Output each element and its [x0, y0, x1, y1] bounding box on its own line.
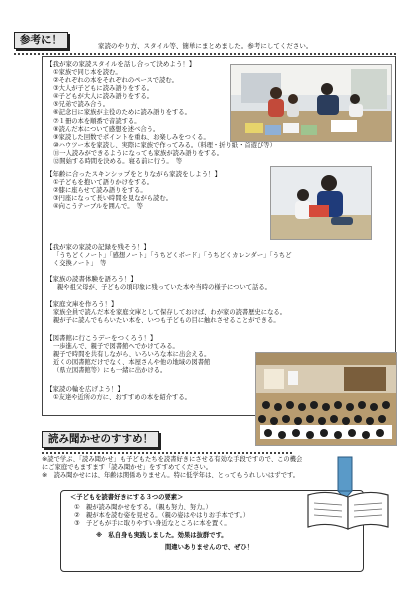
list-item: ⑩ハウツー本を家読し、実際に家族で作ってみる。（料理・折り紙・首遊び等）: [53, 141, 276, 149]
header-badge-label: 参考に！: [20, 34, 62, 46]
section-visit-title: 【図書館に行こうデーをつくろう！】: [46, 334, 157, 342]
list-item: ⑫開始する時間を決める。寝る前に行う。 等: [53, 158, 183, 166]
photo-school-hall: [255, 352, 397, 446]
list-item: ①家族で同じ本を読む。: [53, 69, 122, 76]
list-item: ① 親が読み聞かせをする。（親も努力、努力。）: [74, 504, 212, 511]
list-item: ⑧読んだ本について感想を述べ合う。: [53, 125, 160, 133]
three-elements-footer-2: 間違いありませんので、ぜひ！: [165, 544, 254, 551]
section-record-title: 【我が家の家読の記録を残そう！】: [46, 243, 150, 251]
section-record-list: [53, 252, 292, 268]
list-item: ③ 子どもが手に取りやすい身近なところに本を置く。: [74, 520, 231, 528]
section-experience-list: [57, 284, 271, 292]
section-library-list: [53, 309, 286, 325]
list-item: ⑥記念日に家族が主役のために読み語りをする。: [53, 109, 191, 117]
section-library-title: 【家庭文庫を作ろう！】: [46, 300, 118, 308]
list-item: 「うちどくノート」「感想ノート」「うちどくボード」「うちどくカレンダー」「うちど: [53, 252, 292, 259]
list-item: 家族全員で読んだ本を家庭文庫として保存しておけば、わが家の読書歴史になる。: [53, 309, 286, 316]
list-item: 一歩進んで、親子で図書館へでかけてみる。: [53, 343, 179, 350]
section-skinship-list: [53, 179, 172, 211]
list-item: ②膝に座らせて読み語りをする。: [53, 187, 147, 195]
reading-aloud-dotted-rule: [42, 452, 292, 454]
reading-aloud-badge: [42, 431, 159, 448]
section-skinship-title: 【年齢に合ったスキンシップをとりながら家読をしよう！】: [46, 170, 222, 178]
list-item: ⑪一人読みができるようになっても家族が読み語りをする。: [53, 149, 224, 157]
section-spread-list: [53, 394, 191, 402]
header-intro: 家読のやり方、スタイル等、簡単にまとめました。参考にしてください。: [98, 42, 313, 50]
three-elements-list: [74, 504, 249, 528]
section-visit-list: [53, 343, 210, 375]
header-dotted-rule: [14, 53, 396, 55]
section-spread-title: 【家読の輪を広げよう！】: [46, 385, 124, 393]
list-item: ⑤兄弟で読み合う。: [53, 101, 110, 109]
three-elements-title: ＜子どもを読書好きにする３つの要素＞: [70, 494, 184, 501]
reading-aloud-line: ※読で学ぶ、「読み聞かせ」も子どもたちを読書好きにさせる有効な手段ですので、この機会: [42, 456, 303, 463]
list-item: （県立図書館等）にも一緒に出かける。: [53, 367, 167, 375]
list-item: 親子で時間を共有しながら、いろいろな本に出会える。: [53, 351, 211, 359]
photo-family-reading: [230, 64, 392, 142]
list-item: 親や祖父母が、子どもの頃印象に残っていた本や当時の様子について話る。: [57, 284, 271, 291]
list-item: ②それぞれの本をそれぞれのペースで読む。: [53, 77, 178, 85]
list-item: ①子どもを抱いて語りかけをする。: [53, 179, 154, 186]
reading-aloud-body: [42, 456, 302, 480]
list-item: ⑦１冊の本を順番で音読する。: [53, 117, 141, 125]
section-experience-title: 【家族の読書体験を語ろう！】: [46, 275, 137, 283]
list-item: ② 親が本を読む姿を見せる。（親の姿はやはりお手本です。）: [74, 512, 250, 520]
list-item: ③円座になって長い時間を見ながら読む。: [53, 195, 172, 203]
photo-parent-child: [270, 166, 372, 240]
three-elements-footer-1: ※ 私自身も実践しました。効果は抜群です。: [96, 532, 228, 539]
list-item: ①友達や近所の方に、おすすめの本を紹介する。: [53, 394, 191, 401]
list-item: ④向こうテーブルを囲んで。 等: [53, 203, 143, 211]
list-item: く交換ノート」 等: [53, 260, 107, 268]
list-item: ④子どもが大人に読み語りをする。: [53, 93, 154, 101]
list-item: 近くの図書館だけでなく、本屋さんや他の地域の図書館: [53, 359, 211, 367]
reading-aloud-line: にご家庭でもますます「読み聞かせ」をすすめてください。: [42, 464, 213, 472]
section-style-title: 【我が家の家読スタイルを話し合って決めよう！】: [46, 60, 196, 68]
header-badge: [14, 32, 68, 49]
reading-aloud-line: ※ 読み聞かせには、年齢は関係ありません。特に低学年は、とってもうれしいはずです。: [42, 472, 300, 480]
list-item: ⑨家読した回数でポイントを重ね、お楽しみをつくる。: [53, 133, 210, 141]
open-book-icon: [300, 455, 400, 535]
list-item: ③大人が子どもに読み語りをする。: [53, 85, 154, 93]
list-item: 親が子に読んでもらいたい本を、いつも子どもの目に触れさせることができる。: [53, 317, 280, 325]
reading-aloud-badge-label: 読み聞かせのすすめ！: [48, 433, 154, 445]
